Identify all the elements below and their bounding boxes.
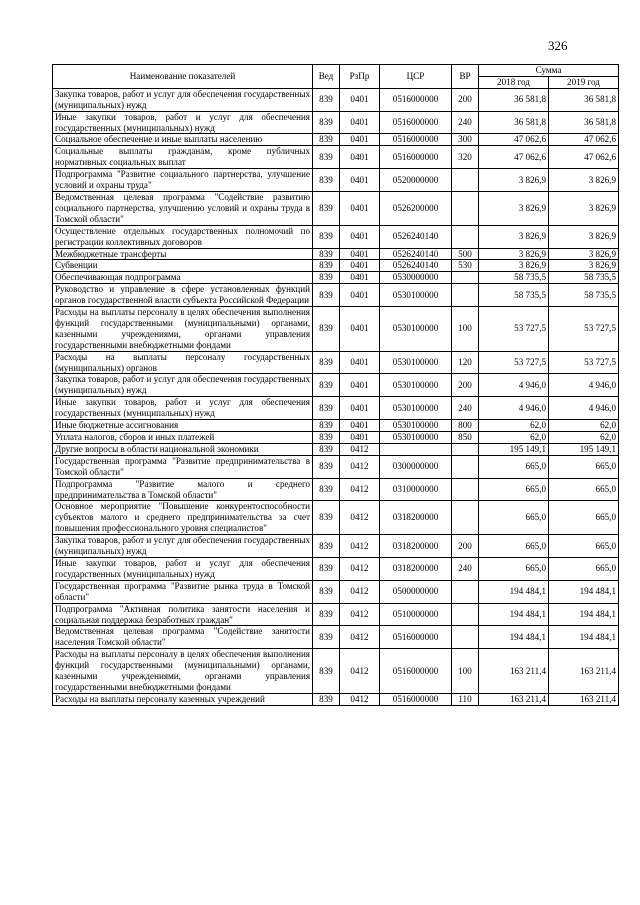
row-vr-cell: 100 xyxy=(452,649,479,694)
row-name-cell: Расходы на выплаты персоналу государственных (муниципальных) органов xyxy=(53,351,313,374)
row-name-cell: Подпрограмма "Развитие малого и среднего предпринимательства в Томской области" xyxy=(53,478,313,501)
row-ved-cell: 839 xyxy=(313,284,340,307)
row-sum-2019-cell: 3 826,9 xyxy=(549,260,619,272)
row-sum-2019-cell: 4 946,0 xyxy=(549,374,619,397)
table-row xyxy=(53,169,619,192)
header-sum: Сумма xyxy=(479,65,619,77)
row-name-cell: Субвенции xyxy=(53,260,313,272)
row-vr-cell xyxy=(452,455,479,478)
row-ved-cell: 839 xyxy=(313,626,340,649)
row-name-cell: Основное мероприятие "Повышение конкурентоспособности субъектов малого и среднего предпринимательства за счет повышения профессионального уровня специалистов" xyxy=(53,501,313,535)
row-sum-2018-cell: 3 826,9 xyxy=(479,191,549,225)
row-sum-2019-cell: 195 149,1 xyxy=(549,443,619,455)
row-vr-cell: 120 xyxy=(452,351,479,374)
row-ved-cell: 839 xyxy=(313,649,340,694)
row-csr-cell: 0516000000 xyxy=(380,693,452,705)
row-csr-cell: 0318200000 xyxy=(380,557,452,580)
row-rzpr-cell: 0401 xyxy=(340,111,380,134)
table-row xyxy=(53,478,619,501)
table-row xyxy=(53,455,619,478)
row-vr-cell: 100 xyxy=(452,307,479,352)
table-row xyxy=(53,272,619,284)
table-row xyxy=(53,432,619,444)
row-ved-cell: 839 xyxy=(313,397,340,420)
row-csr-cell: 0530100000 xyxy=(380,420,452,432)
row-rzpr-cell: 0412 xyxy=(340,535,380,558)
row-csr-cell: 0526200000 xyxy=(380,191,452,225)
row-ved-cell: 839 xyxy=(313,88,340,111)
row-name-cell: Закупка товаров, работ и услуг для обеспечения государственных (муниципальных) нужд xyxy=(53,374,313,397)
row-sum-2018-cell: 665,0 xyxy=(479,501,549,535)
row-sum-2019-cell: 665,0 xyxy=(549,455,619,478)
row-sum-2019-cell: 3 826,9 xyxy=(549,248,619,260)
table-row xyxy=(53,284,619,307)
table-row xyxy=(53,191,619,225)
table-row xyxy=(53,443,619,455)
row-name-cell: Иные закупки товаров, работ и услуг для обеспечения государственных (муниципальных) нужд xyxy=(53,397,313,420)
row-vr-cell: 200 xyxy=(452,535,479,558)
row-vr-cell: 320 xyxy=(452,146,479,169)
page-number: 326 xyxy=(548,38,568,53)
header-row xyxy=(53,65,619,77)
row-name-cell: Закупка товаров, работ и услуг для обеспечения государственных (муниципальных) нужд xyxy=(53,535,313,558)
row-csr-cell: 0526240140 xyxy=(380,260,452,272)
row-csr-cell: 0516000000 xyxy=(380,111,452,134)
row-csr-cell xyxy=(380,443,452,455)
row-sum-2019-cell: 194 484,1 xyxy=(549,626,619,649)
row-ved-cell: 839 xyxy=(313,111,340,134)
row-rzpr-cell: 0412 xyxy=(340,557,380,580)
row-rzpr-cell: 0412 xyxy=(340,443,380,455)
row-ved-cell: 839 xyxy=(313,580,340,603)
row-name-cell: Межбюджетные трансферты xyxy=(53,248,313,260)
row-name-cell: Социальные выплаты гражданам, кроме публичных нормативных социальных выплат xyxy=(53,146,313,169)
row-csr-cell: 0510000000 xyxy=(380,603,452,626)
row-vr-cell: 800 xyxy=(452,420,479,432)
row-ved-cell: 839 xyxy=(313,225,340,248)
row-rzpr-cell: 0401 xyxy=(340,146,380,169)
row-sum-2018-cell: 62,0 xyxy=(479,432,549,444)
row-name-cell: Руководство и управление в сфере установленных функций органов государственной власти субъекта Российской Федерации xyxy=(53,284,313,307)
row-name-cell: Ведомственная целевая программа "Содействие развитию социального партнерства, улучшению условий и охраны труда в Томской области" xyxy=(53,191,313,225)
row-sum-2018-cell: 195 149,1 xyxy=(479,443,549,455)
header-csr: ЦСР xyxy=(380,65,452,89)
row-name-cell: Расходы на выплаты персоналу в целях обеспечения выполнения функций государственными (муниципальными) органами, казенными учреждениями, органами управления государственными внебюджетными фондами xyxy=(53,649,313,694)
row-csr-cell: 0530000000 xyxy=(380,272,452,284)
row-vr-cell xyxy=(452,478,479,501)
row-rzpr-cell: 0401 xyxy=(340,307,380,352)
row-sum-2019-cell: 3 826,9 xyxy=(549,169,619,192)
table-row xyxy=(53,693,619,705)
row-name-cell: Социальное обеспечение и иные выплаты населению xyxy=(53,134,313,146)
row-ved-cell: 839 xyxy=(313,169,340,192)
row-name-cell: Закупка товаров, работ и услуг для обеспечения государственных (муниципальных) нужд xyxy=(53,88,313,111)
row-ved-cell: 839 xyxy=(313,535,340,558)
row-csr-cell: 0530100000 xyxy=(380,432,452,444)
row-csr-cell: 0500000000 xyxy=(380,580,452,603)
row-ved-cell: 839 xyxy=(313,248,340,260)
row-rzpr-cell: 0412 xyxy=(340,693,380,705)
header-year-2019: 2019 год xyxy=(549,76,619,88)
header-name: Наименование показателей xyxy=(53,65,313,89)
row-ved-cell: 839 xyxy=(313,501,340,535)
row-sum-2018-cell: 163 211,4 xyxy=(479,649,549,694)
row-sum-2019-cell: 3 826,9 xyxy=(549,225,619,248)
table-row xyxy=(53,225,619,248)
row-name-cell: Расходы на выплаты персоналу казенных учреждений xyxy=(53,693,313,705)
row-rzpr-cell: 0401 xyxy=(340,420,380,432)
row-sum-2018-cell: 194 484,1 xyxy=(479,580,549,603)
row-sum-2018-cell: 53 727,5 xyxy=(479,351,549,374)
row-name-cell: Подпрограмма "Развитие социального партнерства, улучшение условий и охраны труда" xyxy=(53,169,313,192)
row-csr-cell: 0530100000 xyxy=(380,351,452,374)
row-vr-cell: 300 xyxy=(452,134,479,146)
row-rzpr-cell: 0412 xyxy=(340,603,380,626)
row-sum-2018-cell: 665,0 xyxy=(479,478,549,501)
table-row xyxy=(53,307,619,352)
row-name-cell: Подпрограмма "Активная политика занятости населения и социальная поддержка безработных граждан" xyxy=(53,603,313,626)
row-rzpr-cell: 0412 xyxy=(340,626,380,649)
row-sum-2018-cell: 194 484,1 xyxy=(479,626,549,649)
row-name-cell: Расходы на выплаты персоналу в целях обеспечения выполнения функций государственными (муниципальными) органами, казенными учреждениями, органами управления государственными внебюджетными фондами xyxy=(53,307,313,352)
table-row xyxy=(53,649,619,694)
row-rzpr-cell: 0412 xyxy=(340,649,380,694)
table-row xyxy=(53,397,619,420)
row-vr-cell: 530 xyxy=(452,260,479,272)
row-sum-2018-cell: 665,0 xyxy=(479,535,549,558)
row-csr-cell: 0310000000 xyxy=(380,478,452,501)
row-sum-2018-cell: 163 211,4 xyxy=(479,693,549,705)
row-sum-2019-cell: 194 484,1 xyxy=(549,603,619,626)
row-csr-cell: 0520000000 xyxy=(380,169,452,192)
row-ved-cell: 839 xyxy=(313,134,340,146)
row-sum-2019-cell: 47 062,6 xyxy=(549,134,619,146)
row-name-cell: Иные закупки товаров, работ и услуг для обеспечения государственных (муниципальных) нужд xyxy=(53,111,313,134)
row-sum-2019-cell: 163 211,4 xyxy=(549,693,619,705)
row-rzpr-cell: 0401 xyxy=(340,284,380,307)
row-sum-2019-cell: 36 581,8 xyxy=(549,111,619,134)
table-row xyxy=(53,535,619,558)
row-vr-cell xyxy=(452,580,479,603)
row-rzpr-cell: 0401 xyxy=(340,260,380,272)
row-name-cell: Осуществление отдельных государственных полномочий по регистрации коллективных договоров xyxy=(53,225,313,248)
table-row xyxy=(53,420,619,432)
row-name-cell: Иные закупки товаров, работ и услуг для обеспечения государственных (муниципальных) нужд xyxy=(53,557,313,580)
row-name-cell: Ведомственная целевая программа "Содействие занятости населения Томской области" xyxy=(53,626,313,649)
row-csr-cell: 0530100000 xyxy=(380,374,452,397)
row-sum-2018-cell: 47 062,6 xyxy=(479,146,549,169)
table-row xyxy=(53,111,619,134)
table-row xyxy=(53,603,619,626)
row-sum-2018-cell: 4 946,0 xyxy=(479,374,549,397)
row-sum-2019-cell: 194 484,1 xyxy=(549,580,619,603)
row-csr-cell: 0318200000 xyxy=(380,501,452,535)
row-rzpr-cell: 0401 xyxy=(340,374,380,397)
row-ved-cell: 839 xyxy=(313,307,340,352)
row-sum-2018-cell: 62,0 xyxy=(479,420,549,432)
row-sum-2019-cell: 4 946,0 xyxy=(549,397,619,420)
row-csr-cell: 0526240140 xyxy=(380,225,452,248)
row-rzpr-cell: 0401 xyxy=(340,169,380,192)
row-ved-cell: 839 xyxy=(313,443,340,455)
row-vr-cell xyxy=(452,501,479,535)
row-name-cell: Уплата налогов, сборов и иных платежей xyxy=(53,432,313,444)
table-row xyxy=(53,557,619,580)
row-ved-cell: 839 xyxy=(313,478,340,501)
row-sum-2019-cell: 163 211,4 xyxy=(549,649,619,694)
row-rzpr-cell: 0401 xyxy=(340,88,380,111)
row-sum-2018-cell: 58 735,5 xyxy=(479,284,549,307)
row-sum-2019-cell: 665,0 xyxy=(549,478,619,501)
row-ved-cell: 839 xyxy=(313,455,340,478)
row-rzpr-cell: 0412 xyxy=(340,455,380,478)
table-row xyxy=(53,88,619,111)
row-vr-cell xyxy=(452,272,479,284)
table-row xyxy=(53,580,619,603)
row-sum-2019-cell: 47 062,6 xyxy=(549,146,619,169)
header-rzpr: РзПр xyxy=(340,65,380,89)
table-row xyxy=(53,248,619,260)
table-row xyxy=(53,501,619,535)
row-csr-cell: 0516000000 xyxy=(380,88,452,111)
row-sum-2018-cell: 3 826,9 xyxy=(479,169,549,192)
row-rzpr-cell: 0401 xyxy=(340,397,380,420)
row-vr-cell: 200 xyxy=(452,374,479,397)
row-csr-cell: 0318200000 xyxy=(380,535,452,558)
row-vr-cell xyxy=(452,225,479,248)
row-sum-2018-cell: 4 946,0 xyxy=(479,397,549,420)
row-vr-cell: 240 xyxy=(452,557,479,580)
row-sum-2018-cell: 3 826,9 xyxy=(479,248,549,260)
row-sum-2019-cell: 62,0 xyxy=(549,432,619,444)
row-sum-2019-cell: 36 581,8 xyxy=(549,88,619,111)
row-rzpr-cell: 0401 xyxy=(340,272,380,284)
row-sum-2019-cell: 665,0 xyxy=(549,535,619,558)
row-sum-2018-cell: 36 581,8 xyxy=(479,88,549,111)
row-csr-cell: 0300000000 xyxy=(380,455,452,478)
row-sum-2018-cell: 3 826,9 xyxy=(479,225,549,248)
row-sum-2018-cell: 58 735,5 xyxy=(479,272,549,284)
row-sum-2018-cell: 194 484,1 xyxy=(479,603,549,626)
row-sum-2019-cell: 62,0 xyxy=(549,420,619,432)
row-sum-2019-cell: 665,0 xyxy=(549,501,619,535)
row-sum-2019-cell: 58 735,5 xyxy=(549,284,619,307)
row-sum-2019-cell: 58 735,5 xyxy=(549,272,619,284)
row-vr-cell xyxy=(452,284,479,307)
table-body xyxy=(53,88,619,705)
row-csr-cell: 0530100000 xyxy=(380,284,452,307)
budget-table xyxy=(52,64,619,706)
row-vr-cell xyxy=(452,626,479,649)
row-csr-cell: 0516000000 xyxy=(380,146,452,169)
row-ved-cell: 839 xyxy=(313,146,340,169)
row-ved-cell: 839 xyxy=(313,420,340,432)
row-name-cell: Иные бюджетные ассигнования xyxy=(53,420,313,432)
row-csr-cell: 0526240140 xyxy=(380,248,452,260)
row-sum-2018-cell: 36 581,8 xyxy=(479,111,549,134)
header-year-2018: 2018 год xyxy=(479,76,549,88)
row-csr-cell: 0530100000 xyxy=(380,307,452,352)
row-sum-2019-cell: 3 826,9 xyxy=(549,191,619,225)
row-name-cell: Государственная программа "Развитие предпринимательства в Томской области" xyxy=(53,455,313,478)
row-vr-cell xyxy=(452,443,479,455)
row-name-cell: Обеспечивающая подпрограмма xyxy=(53,272,313,284)
row-ved-cell: 839 xyxy=(313,191,340,225)
row-ved-cell: 839 xyxy=(313,374,340,397)
table-row xyxy=(53,351,619,374)
row-rzpr-cell: 0412 xyxy=(340,580,380,603)
row-ved-cell: 839 xyxy=(313,693,340,705)
row-sum-2018-cell: 47 062,6 xyxy=(479,134,549,146)
row-sum-2018-cell: 665,0 xyxy=(479,557,549,580)
table-row xyxy=(53,260,619,272)
row-name-cell: Государственная программа "Развитие рынка труда в Томской области" xyxy=(53,580,313,603)
table-row xyxy=(53,134,619,146)
row-csr-cell: 0530100000 xyxy=(380,397,452,420)
row-vr-cell: 500 xyxy=(452,248,479,260)
row-vr-cell xyxy=(452,169,479,192)
row-rzpr-cell: 0401 xyxy=(340,225,380,248)
table-row xyxy=(53,146,619,169)
row-vr-cell xyxy=(452,603,479,626)
row-name-cell: Другие вопросы в области национальной экономики xyxy=(53,443,313,455)
row-sum-2019-cell: 53 727,5 xyxy=(549,307,619,352)
row-ved-cell: 839 xyxy=(313,272,340,284)
row-vr-cell: 850 xyxy=(452,432,479,444)
row-vr-cell: 240 xyxy=(452,397,479,420)
row-rzpr-cell: 0401 xyxy=(340,351,380,374)
table-row xyxy=(53,626,619,649)
row-sum-2018-cell: 3 826,9 xyxy=(479,260,549,272)
row-vr-cell: 110 xyxy=(452,693,479,705)
row-csr-cell: 0516000000 xyxy=(380,626,452,649)
row-sum-2019-cell: 665,0 xyxy=(549,557,619,580)
row-rzpr-cell: 0401 xyxy=(340,248,380,260)
row-csr-cell: 0516000000 xyxy=(380,649,452,694)
row-ved-cell: 839 xyxy=(313,432,340,444)
row-csr-cell: 0516000000 xyxy=(380,134,452,146)
row-ved-cell: 839 xyxy=(313,351,340,374)
header-ved: Вед xyxy=(313,65,340,89)
row-rzpr-cell: 0401 xyxy=(340,191,380,225)
row-ved-cell: 839 xyxy=(313,557,340,580)
header-vr: ВР xyxy=(452,65,479,89)
row-vr-cell: 200 xyxy=(452,88,479,111)
row-ved-cell: 839 xyxy=(313,260,340,272)
row-vr-cell: 240 xyxy=(452,111,479,134)
row-vr-cell xyxy=(452,191,479,225)
row-rzpr-cell: 0412 xyxy=(340,478,380,501)
row-rzpr-cell: 0401 xyxy=(340,134,380,146)
row-rzpr-cell: 0401 xyxy=(340,432,380,444)
table-row xyxy=(53,374,619,397)
row-rzpr-cell: 0412 xyxy=(340,501,380,535)
row-sum-2019-cell: 53 727,5 xyxy=(549,351,619,374)
row-ved-cell: 839 xyxy=(313,603,340,626)
row-sum-2018-cell: 665,0 xyxy=(479,455,549,478)
row-sum-2018-cell: 53 727,5 xyxy=(479,307,549,352)
